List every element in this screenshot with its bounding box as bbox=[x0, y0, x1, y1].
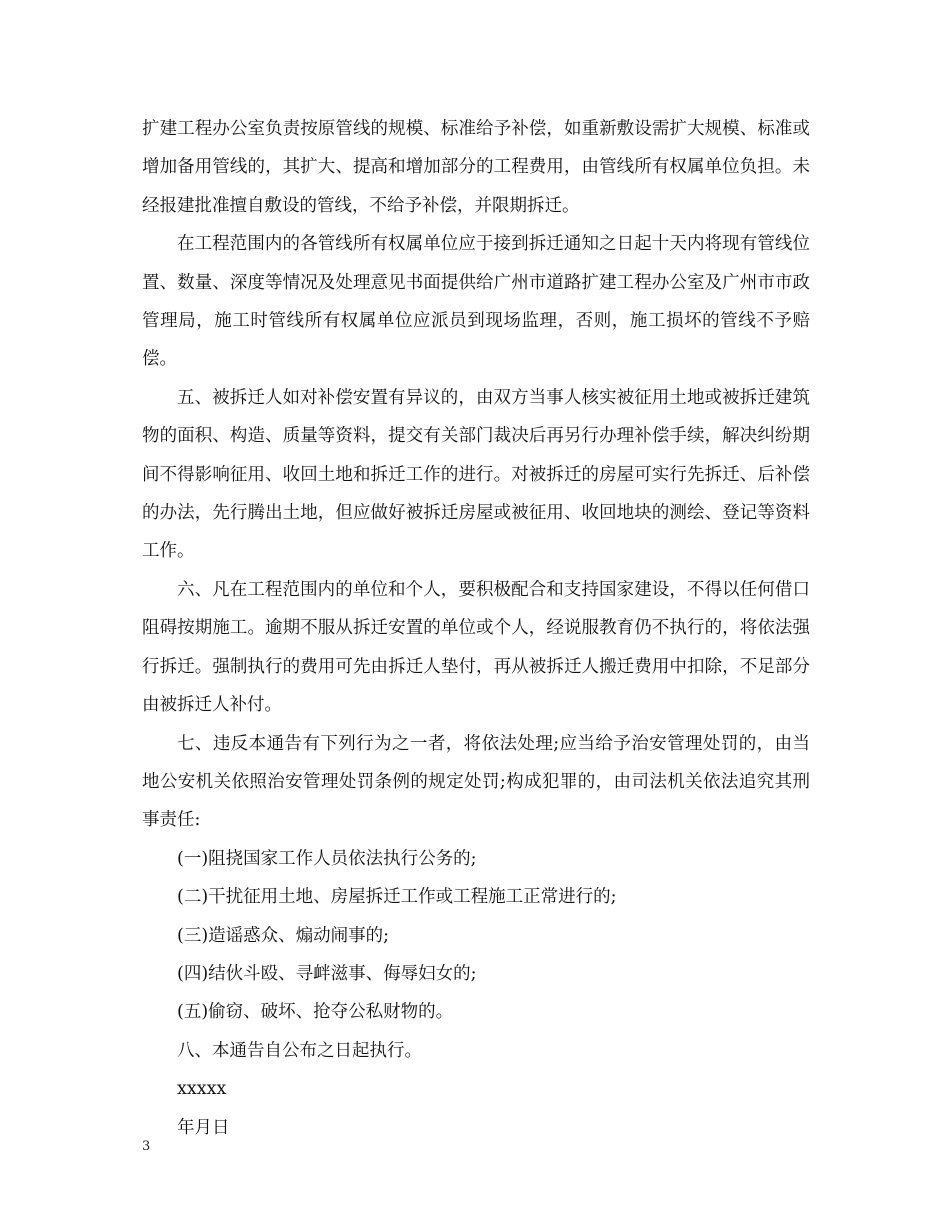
list-item-2: (二)干扰征用土地、房屋拆迁工作或工程施工正常进行的; bbox=[177, 887, 617, 908]
list-item-5: (五)偷窃、破坏、抢夺公私财物的。 bbox=[177, 1002, 454, 1023]
page-number: 3 bbox=[142, 1139, 151, 1154]
document-body bbox=[142, 110, 810, 1147]
paragraph-clause-6: 六、凡在工程范围内的单位和个人，要积极配合和支持国家建设，不得以任何借口阻碍按期施工。逾期不服从拆迁安置的单位或个人，经说服教育仍不执行的，将依法强行拆迁。强制执行的费用可先由拆迁人垫付，再从被拆迁人搬迁费用中扣除，不足部分由被拆迁人补付。 bbox=[142, 579, 810, 716]
paragraph-clause-5: 五、被拆迁人如对补偿安置有异议的，由双方当事人核实被征用土地或被拆迁建筑物的面积、构造、质量等资料，提交有关部门裁决后再另行办理补偿手续，解决纠纷期间不得影响征用、收回土地和拆迁工作的进行。对被拆迁的房屋可实行先拆迁、后补偿的办法，先行腾出土地，但应做好被拆迁房屋或被征用、收回地块的测绘、登记等资料工作。 bbox=[142, 387, 810, 562]
paragraph-pipeline-owners: 在工程范围内的各管线所有权属单位应于接到拆迁通知之日起十天内将现有管线位置、数量、深度等情况及处理意见书面提供给广州市道路扩建工程办公室及广州市市政管理局，施工时管线所有权属单位应派员到现场监理，否则，施工损坏的管线不予赔偿。 bbox=[142, 234, 810, 370]
list-item-3: (三)造谣惑众、煽动闹事的; bbox=[177, 925, 390, 946]
paragraph-clause-8: 八、本通告自公布之日起执行。 bbox=[177, 1040, 422, 1061]
list-item-4: (四)结伙斗殴、寻衅滋事、侮辱妇女的; bbox=[177, 963, 477, 984]
list-item-1: (一)阻挠国家工作人员依法执行公务的; bbox=[177, 848, 477, 869]
signature-placeholder: xxxxx bbox=[177, 1079, 227, 1100]
date-line: 年月日 bbox=[177, 1117, 230, 1138]
paragraph-clause-7: 七、违反本通告有下列行为之一者，将依法处理;应当给予治安管理处罚的，由当地公安机关依照治安管理处罚条例的规定处罚;构成犯罪的，由司法机关依法追究其刑事责任: bbox=[142, 733, 810, 831]
paragraph-compensation-continued: 扩建工程办公室负责按原管线的规模、标准给予补偿，如重新敷设需扩大规模、标准或增加备用管线的，其扩大、提高和增加部分的工程费用，由管线所有权属单位负担。未经报建批准擅自敷设的管线，不给予补偿，并限期拆迁。 bbox=[142, 119, 810, 216]
